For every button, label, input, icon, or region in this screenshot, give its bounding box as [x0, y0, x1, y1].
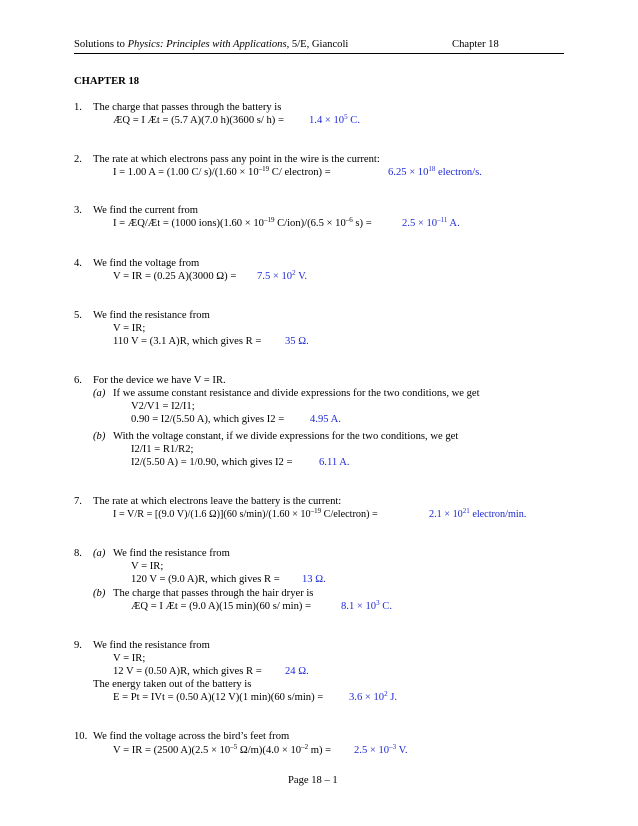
problem-3-number: 3. — [74, 205, 82, 216]
page-header-right: Chapter 18 — [452, 39, 499, 50]
problem-1-number: 1. — [74, 102, 82, 113]
problem-6b-text: With the voltage constant, if we divide expressions for the two conditions, we get — [113, 431, 459, 442]
problem-6b-answer: 6.11 A. — [319, 457, 350, 468]
problem-7-answer: $2.1 \times 10^{21}$ electron/min. — [429, 507, 527, 520]
problem-9-equation: E = Pt = IVt = (0.50 A)(12 V)(1 min)(60 s/min) = — [113, 692, 324, 703]
problem-8a-line2: 120 V = (9.0 A)R, which gives R = — [131, 574, 280, 585]
problem-8a-answer: 13 Ω. — [302, 574, 326, 585]
problem-9-line2: 12 V = (0.50 A)R, which gives R = — [113, 666, 262, 677]
chapter-title: CHAPTER 18 — [74, 76, 140, 87]
problem-6a-line2: 0.90 = I2/(5.50 A), which gives I2 = — [131, 414, 285, 425]
header-prefix: Solutions to — [74, 39, 128, 50]
problem-7-text: The rate at which electrons leave the battery is the current: — [93, 496, 342, 507]
problem-6a-label: (a) — [93, 388, 106, 399]
problem-10-answer: $2.5 \times 10^{-3}$ V. — [354, 743, 408, 756]
problem-8-number: 8. — [74, 548, 82, 559]
problem-6-number: 6. — [74, 375, 82, 386]
problem-5-answer: 35 Ω. — [285, 336, 309, 347]
problem-2-number: 2. — [74, 154, 82, 165]
problem-10-text: We find the voltage across the bird’s feet from — [93, 731, 290, 742]
problem-7-equation: I = V/R = [(9.0 V)/(1.6 Ω)](60 $s/\min)/(1.60 \times 10^{-19}$ C/electron) = — [113, 507, 378, 520]
problem-6a-line1: V2/V1 = I2/I1; — [131, 401, 195, 412]
problem-8b-label: (b) — [93, 588, 106, 599]
problem-8a-line1: V = IR; — [131, 561, 164, 572]
problem-6a-text: If we assume constant resistance and divide expressions for the two conditions, we get — [113, 388, 480, 399]
problem-5-text: We find the resistance from — [93, 310, 210, 321]
problem-8a-label: (a) — [93, 548, 106, 559]
problem-8b-equation: ÆQ = I Æt = (9.0 A)(15 min)(60 s/ min) = — [131, 601, 312, 612]
header-edition: , 5/E, Giancoli — [286, 39, 349, 50]
problem-4-text: We find the voltage from — [93, 258, 200, 269]
problem-5-line2: 110 V = (3.1 A)R, which gives R = — [113, 336, 262, 347]
problem-3-text: We find the current from — [93, 205, 199, 216]
problem-8b-answer: $8.1 \times 10^3$ C. — [341, 599, 392, 612]
problem-1-equation: ÆQ = I Æt = (5.7 A)(7.0 h)(3600 s/ h) = — [113, 115, 284, 126]
problem-4-equation: V = IR = (0.25 A)(3000 Ω) = — [113, 271, 237, 282]
problem-3-equation: I = ÆQ/Æt = (1000 ions)(1.60 × $10^{-19}$ $C/ion)/(6.5 \times 10^{-6}$ s) = — [113, 216, 372, 229]
problem-10-number: 10. — [74, 731, 88, 742]
problem-7-number: 7. — [74, 496, 82, 507]
problem-9-text2: The energy taken out of the battery is — [93, 679, 252, 690]
problem-4-answer: $7.5 \times 10^2$ V. — [257, 269, 307, 282]
book-title: Physics: Principles with Applications — [127, 39, 287, 50]
problem-6a-answer: 4.95 A. — [310, 414, 341, 425]
problem-1-answer: $1.4 \times 10^5$ C. — [309, 113, 360, 126]
problem-5-line1: V = IR; — [113, 323, 146, 334]
problem-8a-text: We find the resistance from — [113, 548, 230, 559]
problem-9-answer-2: $3.6 \times 10^2$ J. — [349, 690, 398, 703]
problem-9-number: 9. — [74, 640, 82, 651]
problem-10-equation: V = IR = (2500 $A)(2.5 \times 10^{-5}$ $\Omega/m)(4.0 \times 10^{-2}$ m) = — [113, 743, 332, 756]
page-footer: Page 18 – 1 — [288, 775, 338, 786]
problem-8b-text: The charge that passes through the hair dryer is — [113, 588, 314, 599]
problem-6b-line1: I2/I1 = R1/R2; — [131, 444, 194, 455]
problem-4-number: 4. — [74, 258, 82, 269]
page-header-left — [74, 40, 348, 51]
problem-9-answer-1: 24 Ω. — [285, 666, 309, 677]
problem-3-answer: $2.5 \times 10^{-11}$ A. — [402, 216, 460, 229]
problem-5-number: 5. — [74, 310, 82, 321]
problem-6b-line2: I2/(5.50 A) = 1/0.90, which gives I2 = — [131, 457, 293, 468]
problem-2-answer: $6.25 \times 10^{18}$ electron/s. — [388, 165, 482, 178]
problem-2-text: The rate at which electrons pass any point in the wire is the current: — [93, 154, 380, 165]
problem-9-text: We find the resistance from — [93, 640, 210, 651]
problem-6-text: For the device we have V = IR. — [93, 375, 226, 386]
problem-9-line1: V = IR; — [113, 653, 146, 664]
problem-1-text: The charge that passes through the battery is — [93, 102, 282, 113]
header-rule — [74, 53, 564, 54]
problem-2-equation: I = 1.00 A = (1.00 C/ $s)/(1.60 \times 10^{-19}$ C/ electron) = — [113, 165, 331, 178]
problem-6b-label: (b) — [93, 431, 106, 442]
